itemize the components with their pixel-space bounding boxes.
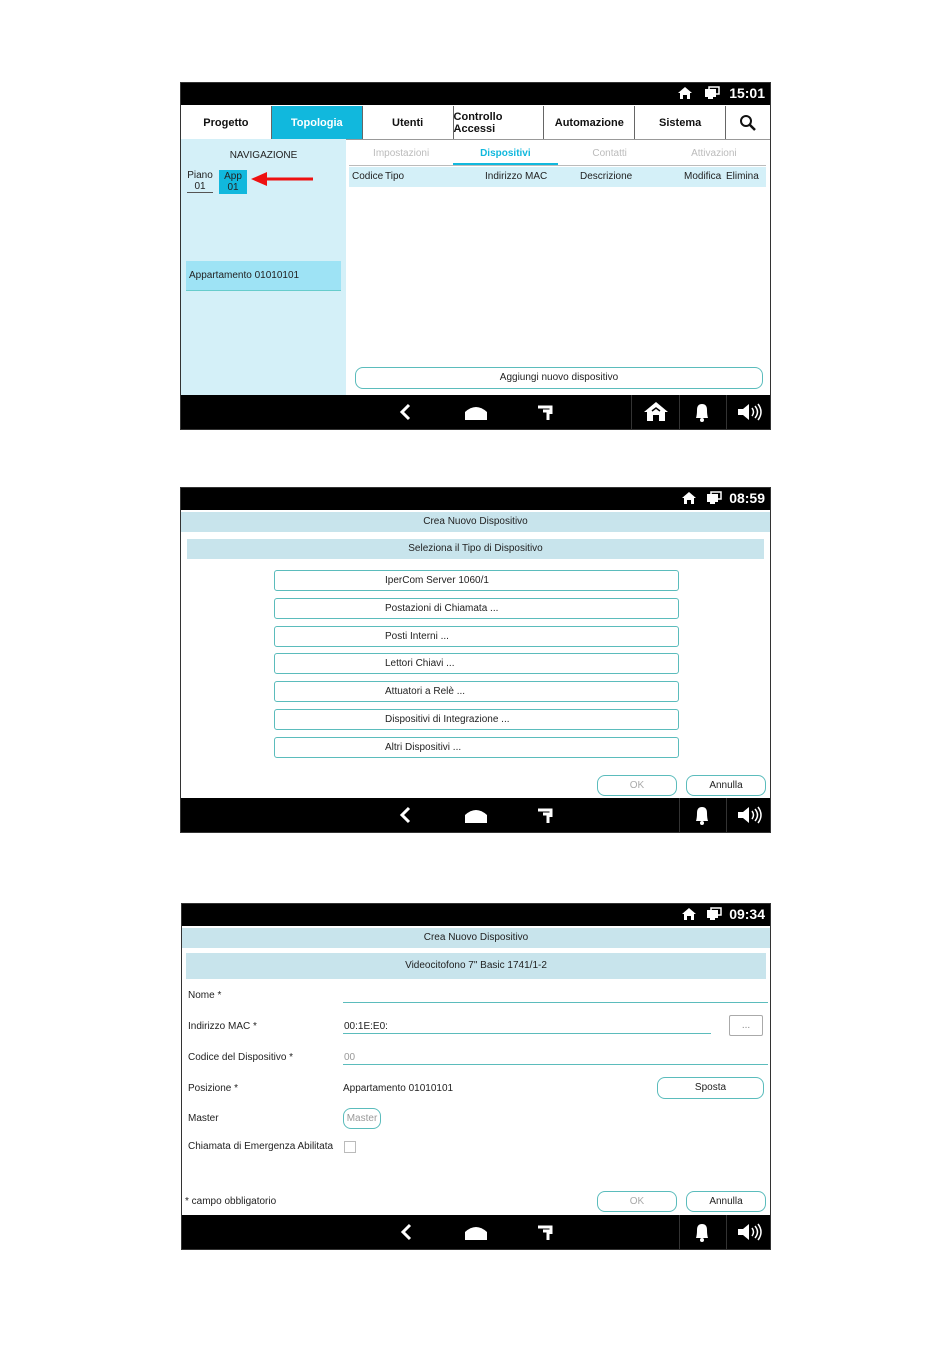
status-bar — [181, 83, 770, 105]
subtab-contatti[interactable]: Contatti — [592, 148, 627, 159]
label-emergenza: Chiamata di Emergenza Abilitata — [188, 1141, 334, 1152]
bell-icon[interactable] — [687, 1219, 717, 1245]
home-icon[interactable] — [461, 802, 491, 828]
dialog-title: Crea Nuovo Dispositivo — [181, 512, 770, 532]
monitor-status-icon — [704, 86, 720, 100]
screen-topologia — [180, 82, 771, 430]
breadcrumb-app[interactable] — [219, 170, 247, 194]
required-note: * campo obbligatorio — [185, 1196, 277, 1207]
nome-field[interactable] — [343, 1002, 768, 1003]
breadcrumb-piano-number: 01 — [194, 181, 206, 192]
ok-button[interactable]: OK — [597, 775, 677, 796]
col-codice: Codice — [352, 171, 384, 182]
label-posizione: Posizione * — [188, 1083, 239, 1094]
device-model-title: Videocitofono 7" Basic 1741/1-2 — [186, 953, 766, 979]
clock: 08:59 — [729, 490, 765, 506]
col-modifica: Modifica — [684, 171, 722, 182]
home-icon[interactable] — [461, 1219, 491, 1245]
label-nome: Nome * — [188, 990, 222, 1001]
codice-field[interactable]: 00 — [344, 1052, 356, 1063]
posizione-value: Appartamento 01010101 — [343, 1083, 454, 1094]
add-device-button[interactable]: Aggiungi nuovo dispositivo — [355, 367, 763, 389]
subtab-impostazioni[interactable]: Impostazioni — [373, 148, 430, 159]
tab-sistema[interactable]: Sistema — [635, 106, 726, 139]
nav-bar — [181, 395, 770, 429]
option-ipercom-server[interactable]: IperCom Server 1060/1 — [274, 570, 679, 591]
nav-bar — [182, 1215, 770, 1249]
home-status-icon — [681, 907, 697, 921]
label-codice: Codice del Dispositivo * — [188, 1052, 294, 1063]
search-button[interactable] — [726, 106, 770, 139]
clock: 09:34 — [729, 906, 765, 922]
mac-field[interactable]: 00:1E:E0: — [344, 1021, 388, 1032]
tab-controllo-accessi[interactable]: Controllo Accessi — [454, 106, 545, 139]
main-tabs — [181, 106, 770, 140]
subtab-attivazioni[interactable]: Attivazioni — [691, 148, 737, 159]
bell-icon[interactable] — [687, 802, 717, 828]
home-status-icon — [681, 491, 697, 505]
col-mac: Indirizzo MAC — [485, 171, 548, 182]
col-tipo: Tipo — [385, 171, 405, 182]
status-bar — [182, 904, 770, 926]
red-arrow-annotation — [251, 171, 315, 187]
recent-apps-icon[interactable] — [530, 802, 560, 828]
label-master: Master — [188, 1113, 219, 1124]
tab-topologia[interactable]: Topologia — [272, 106, 363, 139]
search-icon — [739, 114, 757, 132]
dialog-subtitle: Seleziona il Tipo di Dispositivo — [187, 539, 764, 559]
bell-icon[interactable] — [687, 399, 717, 425]
breadcrumb-app-number: 01 — [227, 182, 239, 193]
navigation-panel — [181, 139, 346, 395]
cancel-button[interactable]: Annulla — [686, 775, 766, 796]
apartment-item[interactable]: Appartamento 01010101 — [186, 261, 341, 291]
table-header — [349, 167, 766, 187]
subtab-dispositivi[interactable]: Dispositivi — [453, 143, 557, 165]
option-lettori-chiavi[interactable]: Lettori Chiavi ... — [274, 653, 679, 674]
back-icon[interactable] — [391, 399, 421, 425]
master-toggle[interactable]: Master — [343, 1108, 381, 1129]
breadcrumb-piano[interactable] — [187, 170, 213, 193]
status-bar — [181, 488, 770, 510]
option-altri-dispositivi[interactable]: Altri Dispositivi ... — [274, 737, 679, 758]
navigation-title: NAVIGAZIONE — [229, 150, 298, 161]
tab-utenti[interactable]: Utenti — [363, 106, 454, 139]
col-elimina: Elimina — [726, 171, 759, 182]
emergency-checkbox[interactable] — [344, 1141, 356, 1153]
tab-progetto[interactable]: Progetto — [181, 106, 272, 139]
option-posti-interni[interactable]: Posti Interni ... — [274, 626, 679, 647]
option-dispositivi-integrazione[interactable]: Dispositivi di Integrazione ... — [274, 709, 679, 730]
monitor-status-icon — [706, 907, 722, 921]
ok-button[interactable]: OK — [597, 1191, 677, 1212]
back-icon[interactable] — [391, 802, 421, 828]
monitor-status-icon — [706, 491, 722, 505]
volume-icon[interactable] — [735, 1219, 765, 1245]
screen-select-device-type — [180, 487, 771, 833]
cancel-button[interactable]: Annulla — [686, 1191, 766, 1212]
recent-apps-icon[interactable] — [530, 399, 560, 425]
nav-bar — [181, 798, 770, 832]
volume-icon[interactable] — [735, 802, 765, 828]
mac-browse-button[interactable]: ... — [729, 1015, 763, 1036]
sub-tabs — [349, 143, 766, 166]
breadcrumb-piano-label: Piano — [187, 170, 213, 181]
home-icon[interactable] — [461, 399, 491, 425]
back-icon[interactable] — [392, 1219, 422, 1245]
option-attuatori-rele[interactable]: Attuatori a Relè ... — [274, 681, 679, 702]
label-mac: Indirizzo MAC * — [188, 1021, 257, 1032]
option-postazioni-chiamata[interactable]: Postazioni di Chiamata ... — [274, 598, 679, 619]
dialog-title: Crea Nuovo Dispositivo — [182, 928, 770, 948]
volume-icon[interactable] — [735, 399, 765, 425]
clock: 15:01 — [729, 85, 765, 101]
breadcrumb-app-label: App — [224, 171, 242, 182]
recent-apps-icon[interactable] — [530, 1219, 560, 1245]
screen-device-form — [181, 903, 771, 1250]
home-status-icon — [677, 86, 693, 100]
tab-automazione[interactable]: Automazione — [544, 106, 635, 139]
col-descrizione: Descrizione — [580, 171, 633, 182]
house-icon[interactable] — [641, 399, 671, 425]
move-button[interactable]: Sposta — [657, 1077, 764, 1099]
